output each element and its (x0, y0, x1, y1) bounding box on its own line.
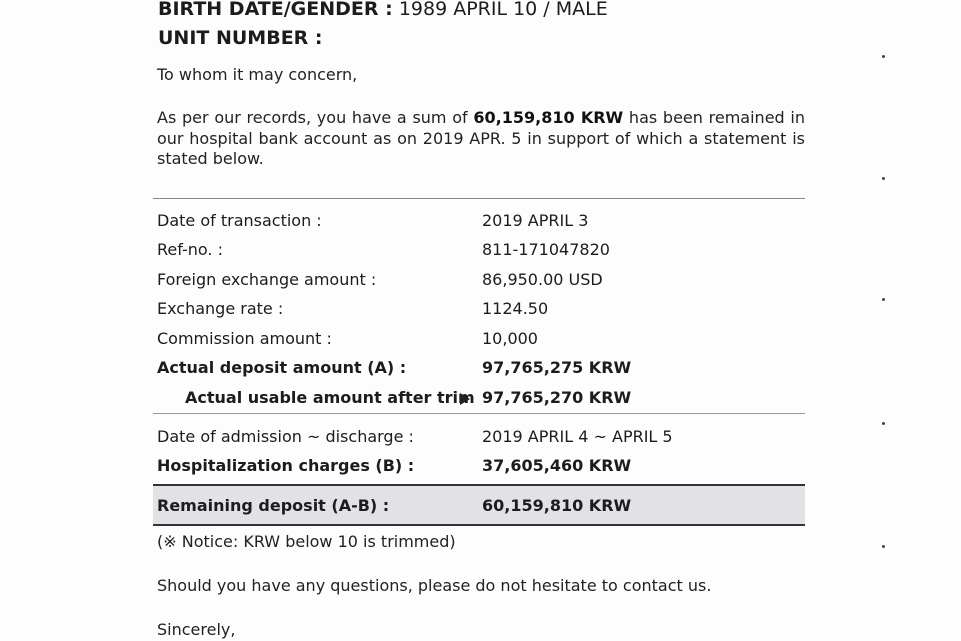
table-top-divider (153, 198, 805, 199)
birth-date-gender-value: 1989 APRIL 10 / MALE (398, 0, 608, 20)
row-label: Actual deposit amount (A) : (157, 358, 407, 377)
row-commission-amount (157, 327, 805, 351)
row-value: 1124.50 (482, 299, 549, 318)
row-value: 97,765,270 KRW (482, 388, 632, 407)
row-label: Date of admission ~ discharge : (157, 427, 414, 446)
row-date-of-transaction (157, 209, 805, 233)
row-value: 97,765,275 KRW (482, 358, 632, 377)
row-value: 10,000 (482, 329, 538, 348)
body-text-post: has been remained in our hospital bank account as on 2019 APR. 5 in support of which a statement is stated below. (157, 108, 805, 168)
unit-number-label: UNIT NUMBER : (158, 27, 323, 49)
row-label: Foreign exchange amount : (157, 270, 377, 289)
scan-speck (882, 545, 885, 548)
row-label: Date of transaction : (157, 211, 322, 230)
remaining-sum: 60,159,810 KRW (473, 108, 624, 127)
row-value: 60,159,810 KRW (482, 496, 632, 515)
play-arrow-icon (460, 393, 470, 405)
section-divider (153, 413, 805, 414)
body-paragraph (157, 108, 805, 170)
body-text-pre: As per our records, you have a sum of (157, 108, 468, 127)
row-value: 811-171047820 (482, 240, 610, 259)
row-value: 2019 APRIL 4 ~ APRIL 5 (482, 427, 673, 446)
row-value: 2019 APRIL 3 (482, 211, 589, 230)
birth-date-gender-line (158, 0, 608, 21)
row-label: Actual usable amount after trim (185, 388, 475, 407)
row-value: 86,950.00 USD (482, 270, 603, 289)
scan-speck (882, 298, 885, 301)
row-label: Exchange rate : (157, 299, 284, 318)
scan-speck (882, 55, 885, 58)
remaining-top-border (153, 484, 805, 486)
scan-speck (882, 177, 885, 180)
row-usable-amount-after-trim (157, 386, 805, 410)
row-label: Hospitalization charges (B) : (157, 456, 415, 475)
row-actual-deposit-amount (157, 356, 805, 380)
remaining-bottom-border (153, 524, 805, 526)
row-label: Ref-no. : (157, 240, 223, 259)
scan-speck (882, 422, 885, 425)
row-remaining-deposit (157, 494, 805, 518)
row-exchange-rate (157, 297, 805, 321)
row-admission-discharge (157, 425, 805, 449)
trim-notice: (※ Notice: KRW below 10 is trimmed) (157, 532, 456, 551)
row-ref-no (157, 238, 805, 262)
sign-off: Sincerely, (157, 620, 236, 639)
birth-date-gender-label: BIRTH DATE/GENDER : (158, 0, 393, 20)
row-foreign-exchange-amount (157, 268, 805, 292)
row-value: 37,605,460 KRW (482, 456, 632, 475)
greeting: To whom it may concern, (157, 65, 358, 84)
row-hospitalization-charges (157, 454, 805, 478)
row-label: Commission amount : (157, 329, 332, 348)
closing-sentence: Should you have any questions, please do not hesitate to contact us. (157, 576, 712, 595)
row-label: Remaining deposit (A-B) : (157, 496, 390, 515)
